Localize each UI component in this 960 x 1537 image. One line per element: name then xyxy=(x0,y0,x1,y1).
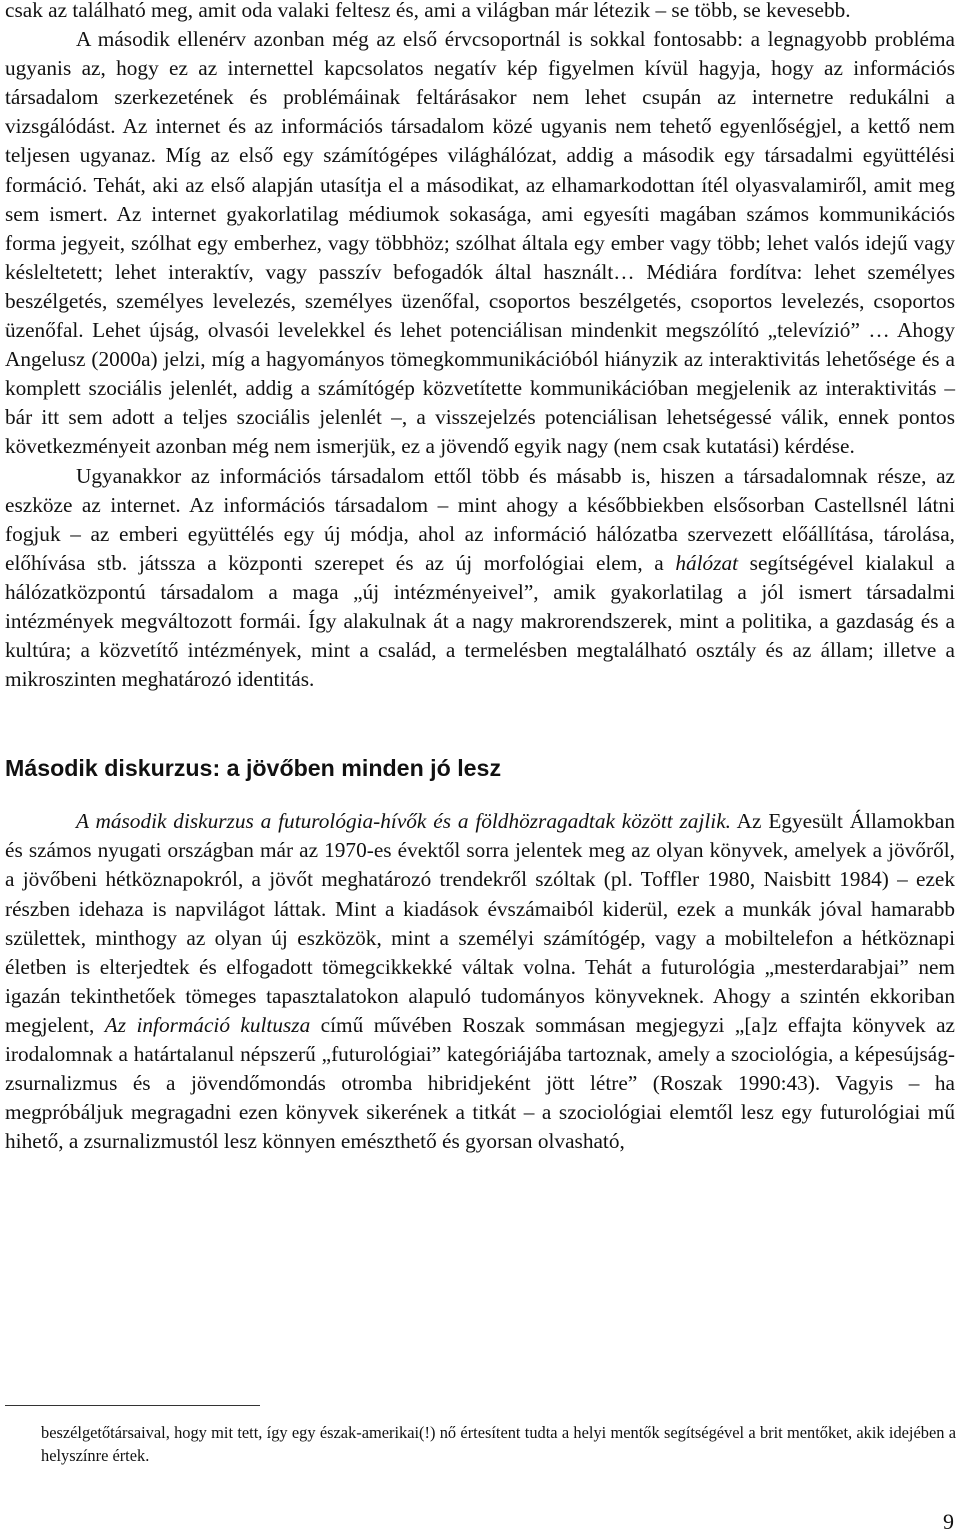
footnote-separator xyxy=(5,1405,260,1406)
section-heading: Második diskurzus: a jövőben minden jó lesz xyxy=(5,755,502,782)
italic-lead-sentence: A második diskurzus a futurológia-hívők és a földhözragadtak között zajlik. xyxy=(76,809,731,834)
paragraph-text: Ugyanakkor az információs társadalom ettől több és másabb is, hiszen a társadalomnak része, az eszköze az internet. Az információs társadalom – mint ahogy a későbbiekben elsősorban Castellsnél látni fogjuk – az emberi együttélés egy új módja, ahol az információ hálózatba szervezett előállítása, tárolása, előhívása stb. játssza a központi szerepet és az új morfológiai elem, a xyxy=(5,463,955,575)
paragraph-text: segítségével kialakul a hálózatközpontú társadalom a maga „új intézményeivel”, amik gyakorlatilag a jól ismert társadalmi intézmények megváltozott formái. Így alakulnak át a nagy makrorendszerek, mint a politika, a gazdaság és a kultúra; a közvetítő intézmények, mint a család, a termelésben megtalálható osztály és az állam; illetve a mikroszinten meghatározó identitás. xyxy=(5,550,956,692)
document-page xyxy=(5,0,955,1156)
footnote-text: beszélgetőtársaival, hogy mit tett, így egy észak-amerikai(!) nő értesítent tudta a helyi mentők segítségével a brit mentőket, akik idejében a helyszínre értek. xyxy=(41,1423,956,1465)
italic-term: hálózat xyxy=(675,550,739,575)
body-paragraph-continuation: csak az található meg, amit oda valaki feltesz és, ami a világban már létezik – se több, se kevesebb. xyxy=(5,0,851,22)
body-paragraph xyxy=(5,462,955,695)
body-paragraph: A második ellenérv azonban még az első érvcsoportnál is sokkal fontosabb: a legnagyobb probléma ugyanis az, hogy ez az internettel kapcsolatos negatív kép figyelmen kívül hagyja, hogy az információs társadalom szerkezetének és problémáinak feltárásakor nem lehet csupán az internetre redukálni a vizsgálódást. Az internet és az információs társadalom közé ugyanis nem tehető egyenlőségjel, a kettő nem teljesen ugyanaz. Míg az első egy számítógépes világhálózat, addig a második egy társadalmi együttélési formáció. Tehát, aki az első alapján utasítja el a másodikat, az elhamarkodottan ítél olyasvalamiről, amit meg sem ismert. Az internet gyakorlatilag médiumok sokasága, ami egyesíti magában számos kommunikációs forma jegyeit, szólhat egy emberhez, vagy többhöz; szólhat általa egy ember vagy több; lehet valós idejű vagy késleltetett; lehet interaktív, vagy passzív befogadók által használt… Médiára fordítva: lehet személyes beszélgetés, személyes levelezés, személyes üzenőfal, csoportos beszélgetés, csoportos levelezés, csoportos üzenőfal. Lehet újság, olvasói levelekkel és lehet potenciálisan mindenkit megszólító „televízió” … Ahogy Angelusz (2000a) jelzi, míg a hagyományos tömegkommunikációból hiányzik az interaktivitás lehetősége és a komplett szociális jelenlét, addig a számítógép közvetítette kommunikációban megjelenik az interaktivitás – bár itt sem adott a teljes szociális jelenlét –, a visszejelzés potenciálisan lehetségessé válik, ennek pontos következményeit azonban még nem ismerjük, ez a jövendő egyik nagy (nem csak kutatási) kérdése. xyxy=(5,27,955,459)
page-number: 9 xyxy=(943,1509,954,1534)
body-paragraph xyxy=(5,807,955,1156)
italic-book-title: Az információ kultusza xyxy=(104,1012,311,1037)
paragraph-text: Az Egyesült Államokban és számos nyugati országban már az 1970-es évektől sorra jelentek meg az olyan könyvek, amelyek a jövőről, a jövőbeni hétköznapokról, a jövőt meghatározó trendekről szóltak (pl. Toffler 1980, Naisbitt 1984) – ezek részben idehaza is napvilágot láttak. Mint a kiadások évszámaiból kiderül, ezek a munkák jóval hamarabb születtek, minthogy az olyan új eszközök, mint a személyi számítógép, vagy a mobiltelefon a hétköznapi életben is elterjedtek és elfogadott tömegcikkekké váltak volna. Tehát a futurológia „mesterdarabjai” nem igazán tekinthetőek tömeges tapasztalatokon alapuló tudományos könyveknek. Ahogy a szintén ekkoriban megjelent, xyxy=(5,809,955,1037)
paragraph-text: című művében Roszak sommásan megjegyzi „[a]z effajta könyvek az irodalomnak a határtalanul népszerű „futurológiai” kategóriájába tartoznak, amely a szociológia, a képesújság-zsurnalizmus és a jövendőmondás otromba hibridjeként jött létre” (Roszak 1990:43). Vagyis – ha megpróbáljuk megragadni ezen könyvek sikerének a titkát – a szociológiai elemtől lesz egy futurológiai mű hihető, a zsurnalizmustól lesz könnyen emészthető és gyorsan olvasható, xyxy=(5,1012,955,1154)
